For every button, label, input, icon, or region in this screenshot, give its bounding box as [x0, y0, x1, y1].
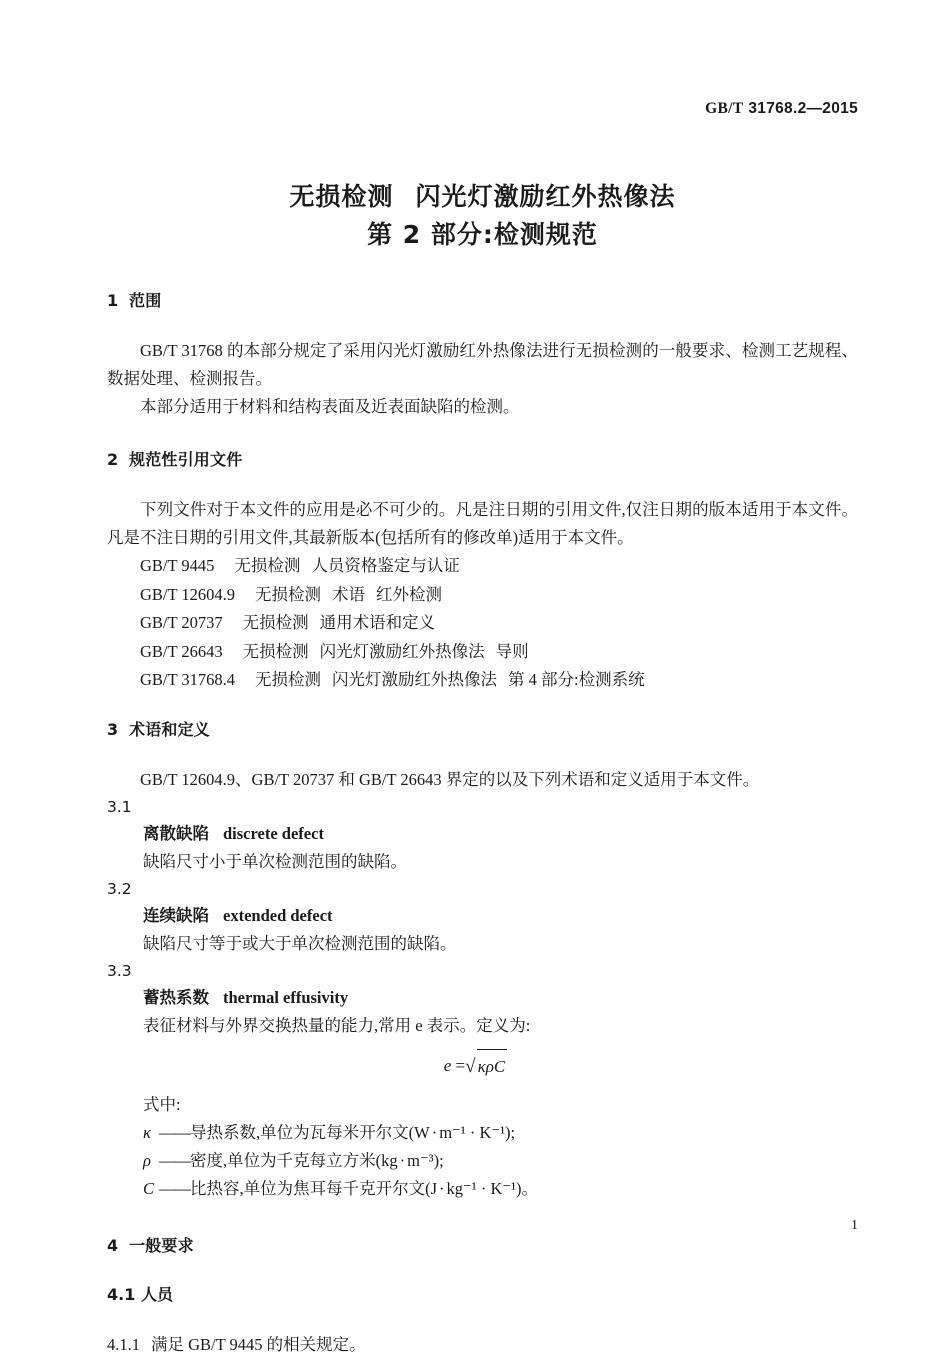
- variable-unit-tail: m⁻³);: [407, 1150, 444, 1170]
- em-dash: ——: [159, 1122, 190, 1142]
- section-heading-4: [107, 1233, 858, 1256]
- term-name-en: thermal effusivity: [223, 987, 349, 1007]
- reference-text-1: 无损检测: [255, 584, 322, 604]
- formula-equals: =: [455, 1055, 466, 1075]
- reference-code: GB/T 9445: [140, 556, 215, 575]
- variable-text: 密度,单位为千克每立方米(kg: [190, 1150, 398, 1170]
- spacer: [107, 695, 858, 717]
- variable-unit-tail: m⁻¹ · K⁻¹);: [439, 1122, 516, 1142]
- reference-text-2: 人员资格鉴定与认证: [311, 556, 460, 575]
- running-head-prefix: GB/T: [705, 100, 744, 117]
- variable-definition: ρ ——密度,单位为千克每立方米(kg · m⁻³);: [143, 1147, 858, 1175]
- term-definition-3-3: 表征材料与外界交换热量的能力,常用 e 表示。定义为:: [143, 1015, 531, 1035]
- reference-item: [107, 552, 858, 581]
- reference-text-2: 闪光灯激励红外热像法: [332, 670, 498, 689]
- reference-text-2: 通用术语和定义: [319, 613, 436, 632]
- reference-code: GB/T 20737: [140, 613, 223, 632]
- reference-text-3: 第 4 部分:检测系统: [508, 670, 645, 689]
- reference-item: [107, 609, 858, 638]
- reference-text-2: 术语: [332, 584, 366, 604]
- section-heading-2: [107, 447, 858, 470]
- page-number: [107, 1218, 858, 1234]
- section-number-1: 1: [107, 291, 119, 310]
- section-title-4-1: 人员: [141, 1284, 174, 1304]
- document-body: [107, 288, 858, 1359]
- spacer: [107, 1256, 858, 1282]
- variable-text: 比热容,单位为焦耳每千克开尔文(J: [190, 1178, 438, 1198]
- term-name-3-3: [107, 984, 858, 1012]
- term-number-3-3: 3.3: [107, 961, 132, 980]
- em-dash: ——: [159, 1150, 190, 1170]
- section-heading-1: [107, 288, 858, 311]
- variable-text: 导热系数,单位为瓦每米开尔文(W: [190, 1122, 430, 1142]
- term-number-3-2: 3.2: [107, 879, 132, 898]
- section-number-4: 4: [107, 1235, 119, 1255]
- spacer: [107, 740, 858, 766]
- reference-text-1: 无损检测: [255, 670, 322, 689]
- normative-reference-list: [107, 552, 858, 695]
- section-number-3: 3: [107, 719, 119, 739]
- folio-number: 1: [851, 1218, 858, 1233]
- section-title-4: 一般要求: [129, 1235, 194, 1255]
- section-heading-3: [107, 717, 858, 740]
- reference-text-1: 无损检测: [242, 613, 309, 632]
- reference-item: [107, 581, 858, 610]
- title-line2: 第 2 部分:检测规范: [367, 220, 598, 249]
- reference-text-1: 无损检测: [234, 556, 301, 575]
- term-number-3-1: 3.1: [107, 797, 132, 816]
- section-number-2: 2: [107, 450, 119, 469]
- clause-4-1-1: [107, 1331, 858, 1359]
- spacer: [107, 421, 858, 447]
- title-line1-part1: 无损检测: [289, 182, 394, 211]
- spacer: [107, 311, 858, 337]
- variable-symbol: C: [143, 1178, 155, 1198]
- clause-number-4-1-1: 4.1.1: [107, 1334, 140, 1354]
- reference-code: GB/T 31768.4: [140, 670, 236, 689]
- reference-item: [107, 666, 858, 695]
- term-definition-3-2: 缺陷尺寸等于或大于单次检测范围的缺陷。: [143, 933, 457, 953]
- radical-icon: √: [465, 1055, 476, 1077]
- term-name-3-2: [107, 902, 858, 930]
- section-heading-4-1: [107, 1282, 858, 1305]
- running-head: [107, 100, 858, 118]
- formula-lhs: e: [443, 1055, 452, 1075]
- formula-radicand: κρC: [477, 1049, 508, 1084]
- section-title-1: 范围: [129, 291, 162, 310]
- term-name-en: discrete defect: [223, 823, 324, 843]
- reference-code: GB/T 12604.9: [140, 584, 236, 604]
- term-name-zh: 连续缺陷: [143, 905, 209, 925]
- term-definition-3-1: 缺陷尺寸小于单次检测范围的缺陷。: [143, 851, 407, 871]
- reference-code: GB/T 26643: [140, 641, 223, 661]
- section-title-3: 术语和定义: [129, 719, 211, 739]
- section-1-paragraph-1: GB/T 31768 的本部分规定了采用闪光灯激励红外热像法进行无损检测的一般要求、检测工艺规程、数据处理、检测报告。: [107, 341, 858, 388]
- where-label: 式中:: [143, 1094, 181, 1114]
- spacer: [107, 1083, 858, 1091]
- variable-definition-list: [107, 1119, 858, 1203]
- variable-definition: κ ——导热系数,单位为瓦每米开尔文(W · m⁻¹ · K⁻¹);: [143, 1119, 858, 1147]
- spacer: [107, 470, 858, 496]
- term-name-zh: 离散缺陷: [143, 823, 209, 843]
- reference-text-2: 闪光灯激励红外热像法: [319, 641, 485, 661]
- page-title: [107, 178, 858, 254]
- clause-text-4-1-1: 满足 GB/T 9445 的相关规定。: [151, 1334, 366, 1354]
- running-head-number: 31768.2—2015: [748, 100, 858, 117]
- title-line1-part2: 闪光灯激励红外热像法: [415, 182, 676, 211]
- variable-symbol: κ: [143, 1122, 151, 1142]
- reference-text-3: 导则: [495, 641, 529, 661]
- em-dash: ——: [159, 1178, 190, 1198]
- variable-definition: C ——比热容,单位为焦耳每千克开尔文(J · kg⁻¹ · K⁻¹)。: [143, 1175, 858, 1203]
- section-1-paragraph-2: 本部分适用于材料和结构表面及近表面缺陷的检测。: [140, 397, 520, 416]
- variable-unit-tail: kg⁻¹ · K⁻¹)。: [446, 1178, 539, 1198]
- formula-thermal-effusivity: [107, 1048, 858, 1083]
- section-title-2: 规范性引用文件: [129, 450, 243, 469]
- section-number-4-1: 4.1: [107, 1284, 136, 1304]
- term-name-en: extended defect: [223, 905, 333, 925]
- spacer: [107, 1305, 858, 1331]
- reference-item: [107, 638, 858, 667]
- reference-text-3: 红外检测: [376, 584, 443, 604]
- spacer: [107, 1040, 858, 1048]
- section-2-paragraph-1: 下列文件对于本文件的应用是必不可少的。凡是注日期的引用文件,仅注日期的版本适用于本文件。凡是不注日期的引用文件,其最新版本(包括所有的修改单)适用于本文件。: [107, 500, 858, 547]
- term-name-3-1: [107, 820, 858, 848]
- reference-text-1: 无损检测: [242, 641, 309, 661]
- variable-symbol: ρ: [143, 1150, 151, 1170]
- term-name-zh: 蓄热系数: [143, 987, 209, 1007]
- section-3-paragraph-1: GB/T 12604.9、GB/T 20737 和 GB/T 26643 界定的以及下列术语和定义适用于本文件。: [140, 769, 760, 789]
